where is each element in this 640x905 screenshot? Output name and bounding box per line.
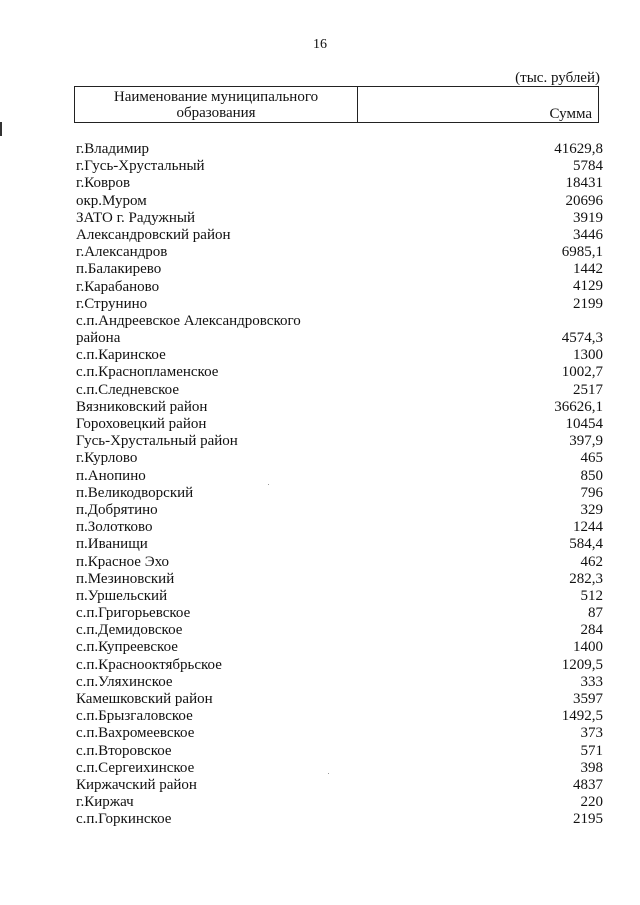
row-name: с.п.Брызгаловское	[76, 708, 193, 725]
table-row	[76, 227, 603, 244]
row-name: с.п.Второвское	[76, 742, 172, 759]
table-row	[76, 399, 603, 416]
row-value: 462	[580, 553, 603, 570]
row-name: Вязниковский район	[76, 398, 208, 415]
row-value: 465	[580, 450, 603, 467]
row-value: 1244	[573, 519, 603, 536]
row-value: 3446	[573, 226, 603, 243]
table-row	[76, 777, 603, 794]
table-row	[76, 485, 603, 502]
table-row	[76, 622, 603, 639]
row-value: 3597	[573, 691, 603, 707]
table-row	[76, 364, 603, 381]
row-name: г.Владимир	[76, 141, 150, 157]
row-value: 397,9	[569, 433, 603, 450]
row-name: г.Гусь-Хрустальный	[76, 158, 205, 175]
row-value: 2195	[573, 811, 603, 828]
row-name: п.Балакирево	[76, 261, 162, 278]
table-row	[76, 141, 603, 158]
table-row	[76, 450, 603, 467]
row-name: с.п.Горкинское	[76, 811, 172, 828]
row-name: п.Добрятино	[76, 501, 158, 518]
header-name-cell	[75, 89, 357, 121]
units-label: (тыс. рублей)	[515, 70, 600, 86]
table-row	[76, 588, 603, 605]
row-name: ЗАТО г. Радужный	[76, 209, 195, 226]
row-value: 5784	[573, 158, 603, 175]
row-name: с.п.Уляхинское	[76, 673, 173, 690]
row-value: 6985,1	[561, 244, 603, 261]
table-row	[76, 347, 603, 364]
row-name: г.Курлово	[76, 450, 138, 467]
row-name: Камешковский район	[76, 691, 213, 708]
table-row	[76, 279, 603, 296]
row-value: 220	[580, 794, 603, 811]
row-name: г.Киржач	[76, 794, 134, 811]
table-row	[76, 468, 603, 485]
table-row	[76, 296, 603, 313]
table-row	[76, 158, 603, 175]
row-name: п.Мезиновский	[76, 570, 175, 587]
table-row	[76, 674, 603, 691]
row-name: г.Карабаново	[76, 278, 160, 295]
header-name-line1: Наименование муниципального	[113, 89, 319, 105]
row-value: 796	[580, 484, 603, 501]
table-row	[76, 193, 603, 210]
table-row	[76, 519, 603, 536]
row-value: 1209,5	[561, 656, 603, 673]
row-value: 18431	[565, 175, 603, 192]
row-value: 1492,5	[561, 708, 603, 725]
page-number: 16	[313, 37, 327, 52]
header-divider	[357, 87, 358, 122]
row-value: 36626,1	[554, 398, 603, 415]
table-row	[76, 657, 603, 674]
header-name-line2: образования	[176, 105, 256, 121]
row-name: Александровский район	[76, 226, 231, 243]
table-row	[76, 605, 603, 622]
row-name: Гороховецкий район	[76, 416, 207, 433]
table-row	[76, 261, 603, 278]
scan-speck	[268, 484, 269, 485]
row-value: 373	[580, 725, 603, 742]
row-value: 2517	[573, 381, 603, 398]
row-value: 1442	[573, 261, 603, 278]
row-value: 2199	[573, 295, 603, 312]
row-name: с.п.Демидовское	[76, 622, 183, 639]
row-name: п.Великодворский	[76, 484, 194, 501]
row-name: п.Иванищи	[76, 536, 148, 553]
row-value: 398	[580, 759, 603, 776]
row-name: п.Анопино	[76, 467, 146, 484]
table-row	[76, 725, 603, 742]
row-name: п.Уршельский	[76, 587, 168, 604]
row-name: п.Золотково	[76, 519, 153, 536]
row-name: окр.Муром	[76, 192, 147, 209]
scan-speck	[328, 773, 329, 774]
row-name: с.п.Каринское	[76, 347, 166, 364]
row-name: Гусь-Хрустальный район	[76, 433, 238, 450]
table-row	[76, 536, 603, 553]
row-value: 850	[580, 467, 603, 484]
table-row	[76, 210, 603, 227]
table-header	[74, 86, 599, 123]
row-name: Киржачский район	[76, 776, 197, 793]
row-value: 4837	[573, 776, 603, 793]
row-name: с.п.Следневское	[76, 381, 179, 398]
table-row	[76, 502, 603, 519]
row-value: 1300	[573, 347, 603, 364]
row-value: 282,3	[569, 570, 603, 587]
row-value: 87	[588, 605, 603, 622]
row-value: 571	[580, 742, 603, 759]
row-value: 1002,7	[561, 364, 603, 381]
table-row	[76, 639, 603, 656]
row-name: п.Красное Эхо	[76, 553, 170, 570]
table-row	[76, 382, 603, 399]
table-row	[76, 433, 603, 450]
row-name: с.п.Вахромеевское	[76, 725, 195, 742]
table-body	[76, 141, 603, 829]
table-row	[76, 708, 603, 725]
row-name: с.п.Григорьевское	[76, 605, 191, 622]
row-value: 329	[580, 501, 603, 518]
table-row	[76, 175, 603, 192]
row-name: г.Ковров	[76, 175, 131, 192]
row-value: 512	[580, 587, 603, 604]
row-name: с.п.Сергеихинское	[76, 759, 195, 776]
row-name: с.п.Краснопламенское	[76, 364, 219, 381]
row-value: 10454	[565, 416, 603, 432]
row-value: 41629,8	[554, 140, 603, 157]
row-value: 1400	[573, 639, 603, 656]
row-value: 333	[580, 673, 603, 690]
table-row	[76, 794, 603, 811]
table-row	[76, 760, 603, 777]
row-name: с.п.Андреевское Александровского района	[76, 312, 301, 347]
table-row	[76, 811, 603, 828]
row-name: с.п.Краснооктябрьское	[76, 656, 222, 673]
table-row	[76, 244, 603, 261]
row-value: 20696	[565, 192, 603, 209]
margin-mark	[0, 122, 2, 136]
row-value: 3919	[573, 209, 603, 226]
row-name: г.Струнино	[76, 295, 148, 312]
table-row	[76, 571, 603, 588]
table-row	[76, 743, 603, 760]
table-row	[76, 416, 603, 433]
row-value: 4574,3	[561, 330, 603, 347]
row-name: с.п.Купреевское	[76, 639, 178, 656]
row-value: 284	[580, 622, 603, 639]
table-row	[76, 313, 603, 347]
table-row	[76, 554, 603, 571]
row-value: 4129	[573, 278, 603, 295]
header-sum-cell: Сумма	[549, 106, 592, 122]
row-name: г.Александров	[76, 244, 168, 261]
row-value: 584,4	[569, 536, 603, 553]
table-row	[76, 691, 603, 708]
